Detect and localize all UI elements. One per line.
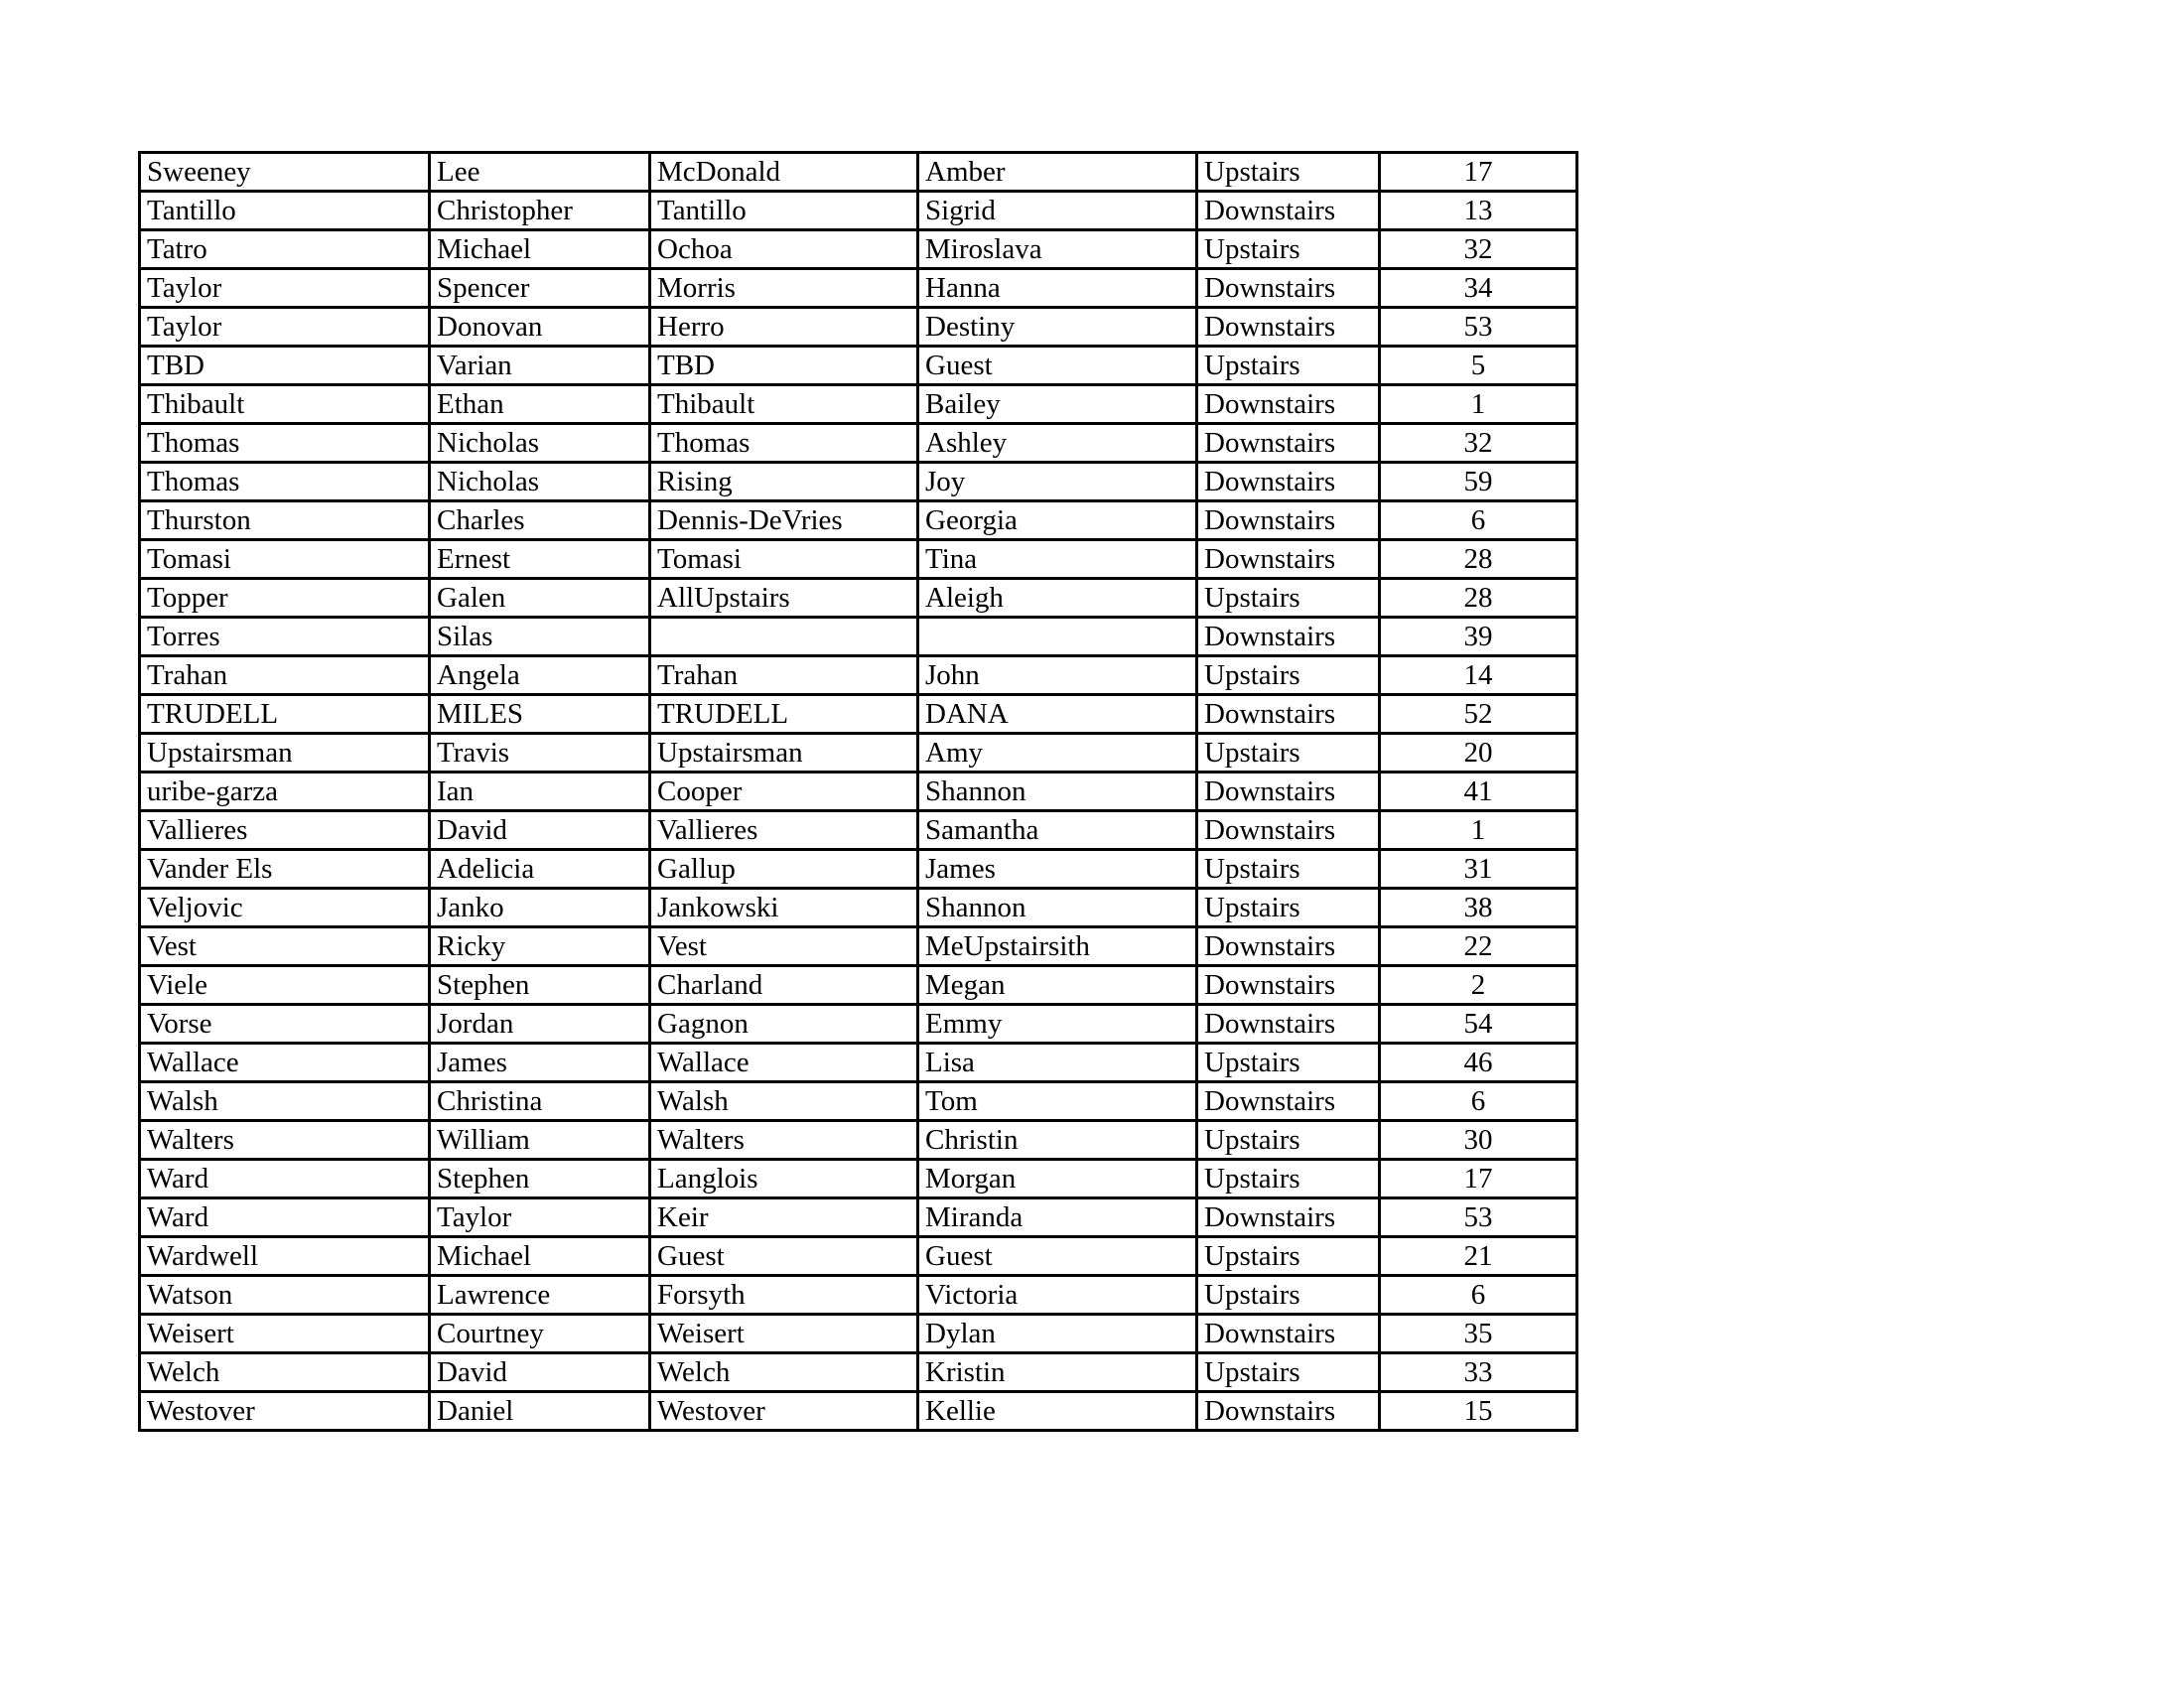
floor-cell: Downstairs: [1197, 966, 1380, 1005]
last-name-cell: Thurston: [140, 501, 430, 540]
floor-cell: Downstairs: [1197, 501, 1380, 540]
floor-cell: Downstairs: [1197, 192, 1380, 230]
guest-last-name-cell: Keir: [650, 1198, 918, 1237]
last-name-cell: Topper: [140, 579, 430, 618]
table-row: [140, 889, 1577, 927]
first-name-cell: Travis: [430, 734, 650, 773]
guest-last-name-cell: Wallace: [650, 1044, 918, 1082]
floor-cell: Downstairs: [1197, 811, 1380, 850]
guest-first-name-cell: Amber: [918, 153, 1197, 192]
last-name-cell: Westover: [140, 1392, 430, 1431]
table-number-cell: 17: [1380, 153, 1577, 192]
guest-first-name-cell: James: [918, 850, 1197, 889]
last-name-cell: Welch: [140, 1353, 430, 1392]
table-number-cell: 20: [1380, 734, 1577, 773]
table-row: [140, 463, 1577, 501]
table-row: [140, 695, 1577, 734]
floor-cell: Downstairs: [1197, 695, 1380, 734]
table-row: [140, 773, 1577, 811]
first-name-cell: Ian: [430, 773, 650, 811]
guest-first-name-cell: Sigrid: [918, 192, 1197, 230]
guest-first-name-cell: Samantha: [918, 811, 1197, 850]
floor-cell: Downstairs: [1197, 1082, 1380, 1121]
guest-last-name-cell: Gagnon: [650, 1005, 918, 1044]
table-number-cell: 22: [1380, 927, 1577, 966]
table-number-cell: 32: [1380, 230, 1577, 269]
last-name-cell: Vorse: [140, 1005, 430, 1044]
guest-first-name-cell: Shannon: [918, 773, 1197, 811]
last-name-cell: Thomas: [140, 424, 430, 463]
guest-first-name-cell: Dylan: [918, 1315, 1197, 1353]
table-row: [140, 927, 1577, 966]
guest-last-name-cell: Walsh: [650, 1082, 918, 1121]
guest-first-name-cell: Megan: [918, 966, 1197, 1005]
first-name-cell: William: [430, 1121, 650, 1160]
guest-last-name-cell: Weisert: [650, 1315, 918, 1353]
last-name-cell: Torres: [140, 618, 430, 656]
table-row: [140, 1198, 1577, 1237]
guest-last-name-cell: Dennis-DeVries: [650, 501, 918, 540]
guest-first-name-cell: Bailey: [918, 385, 1197, 424]
table-number-cell: 6: [1380, 501, 1577, 540]
floor-cell: Downstairs: [1197, 424, 1380, 463]
first-name-cell: Adelicia: [430, 850, 650, 889]
floor-cell: Downstairs: [1197, 1198, 1380, 1237]
table-number-cell: 1: [1380, 811, 1577, 850]
table-number-cell: 6: [1380, 1082, 1577, 1121]
last-name-cell: Upstairsman: [140, 734, 430, 773]
guest-last-name-cell: Vest: [650, 927, 918, 966]
guest-first-name-cell: Shannon: [918, 889, 1197, 927]
table-number-cell: 59: [1380, 463, 1577, 501]
guest-last-name-cell: Thomas: [650, 424, 918, 463]
table-number-cell: 41: [1380, 773, 1577, 811]
floor-cell: Downstairs: [1197, 927, 1380, 966]
guest-first-name-cell: Tom: [918, 1082, 1197, 1121]
last-name-cell: Trahan: [140, 656, 430, 695]
floor-cell: Downstairs: [1197, 540, 1380, 579]
table-number-cell: 28: [1380, 579, 1577, 618]
table-row: [140, 1044, 1577, 1082]
table-row: [140, 966, 1577, 1005]
floor-cell: Upstairs: [1197, 230, 1380, 269]
last-name-cell: Ward: [140, 1198, 430, 1237]
first-name-cell: Taylor: [430, 1198, 650, 1237]
table-number-cell: 33: [1380, 1353, 1577, 1392]
last-name-cell: Tatro: [140, 230, 430, 269]
first-name-cell: Daniel: [430, 1392, 650, 1431]
first-name-cell: Galen: [430, 579, 650, 618]
table-row: [140, 385, 1577, 424]
guest-first-name-cell: Hanna: [918, 269, 1197, 308]
table-number-cell: 28: [1380, 540, 1577, 579]
last-name-cell: Taylor: [140, 269, 430, 308]
guest-first-name-cell: Guest: [918, 347, 1197, 385]
table-number-cell: 35: [1380, 1315, 1577, 1353]
table-row: [140, 1160, 1577, 1198]
table-row: [140, 1392, 1577, 1431]
first-name-cell: Charles: [430, 501, 650, 540]
guest-first-name-cell: Kellie: [918, 1392, 1197, 1431]
guest-first-name-cell: Joy: [918, 463, 1197, 501]
table-number-cell: 5: [1380, 347, 1577, 385]
floor-cell: Upstairs: [1197, 1353, 1380, 1392]
table-number-cell: 39: [1380, 618, 1577, 656]
table-number-cell: 46: [1380, 1044, 1577, 1082]
table-number-cell: 53: [1380, 1198, 1577, 1237]
guest-first-name-cell: Georgia: [918, 501, 1197, 540]
floor-cell: Upstairs: [1197, 1160, 1380, 1198]
guest-last-name-cell: Morris: [650, 269, 918, 308]
table-number-cell: 32: [1380, 424, 1577, 463]
guest-first-name-cell: Kristin: [918, 1353, 1197, 1392]
last-name-cell: Thomas: [140, 463, 430, 501]
table-number-cell: 31: [1380, 850, 1577, 889]
table-row: [140, 1121, 1577, 1160]
last-name-cell: Thibault: [140, 385, 430, 424]
table-row: [140, 1237, 1577, 1276]
last-name-cell: Vallieres: [140, 811, 430, 850]
first-name-cell: Michael: [430, 230, 650, 269]
floor-cell: Upstairs: [1197, 579, 1380, 618]
floor-cell: Upstairs: [1197, 1276, 1380, 1315]
guest-first-name-cell: Miroslava: [918, 230, 1197, 269]
guest-last-name-cell: Welch: [650, 1353, 918, 1392]
guest-first-name-cell: Christin: [918, 1121, 1197, 1160]
floor-cell: Downstairs: [1197, 1392, 1380, 1431]
first-name-cell: David: [430, 1353, 650, 1392]
table-row: [140, 579, 1577, 618]
guest-last-name-cell: Ochoa: [650, 230, 918, 269]
last-name-cell: Wallace: [140, 1044, 430, 1082]
first-name-cell: Nicholas: [430, 463, 650, 501]
table-row: [140, 153, 1577, 192]
guest-first-name-cell: DANA: [918, 695, 1197, 734]
first-name-cell: Janko: [430, 889, 650, 927]
table-number-cell: 2: [1380, 966, 1577, 1005]
floor-cell: Upstairs: [1197, 1044, 1380, 1082]
guest-first-name-cell: John: [918, 656, 1197, 695]
last-name-cell: Veljovic: [140, 889, 430, 927]
floor-cell: Upstairs: [1197, 1121, 1380, 1160]
guest-first-name-cell: Morgan: [918, 1160, 1197, 1198]
guest-last-name-cell: Forsyth: [650, 1276, 918, 1315]
table-row: [140, 501, 1577, 540]
table-number-cell: 1: [1380, 385, 1577, 424]
table-number-cell: 6: [1380, 1276, 1577, 1315]
first-name-cell: James: [430, 1044, 650, 1082]
guest-first-name-cell: Ashley: [918, 424, 1197, 463]
floor-cell: Downstairs: [1197, 385, 1380, 424]
last-name-cell: Vander Els: [140, 850, 430, 889]
table-row: [140, 1315, 1577, 1353]
guest-first-name-cell: MeUpstairsith: [918, 927, 1197, 966]
first-name-cell: David: [430, 811, 650, 850]
guest-last-name-cell: Tomasi: [650, 540, 918, 579]
first-name-cell: Ernest: [430, 540, 650, 579]
floor-cell: Upstairs: [1197, 656, 1380, 695]
floor-cell: Downstairs: [1197, 618, 1380, 656]
guest-last-name-cell: AllUpstairs: [650, 579, 918, 618]
table-number-cell: 14: [1380, 656, 1577, 695]
table-number-cell: 30: [1380, 1121, 1577, 1160]
last-name-cell: Walters: [140, 1121, 430, 1160]
last-name-cell: TRUDELL: [140, 695, 430, 734]
guest-last-name-cell: Cooper: [650, 773, 918, 811]
guest-last-name-cell: TRUDELL: [650, 695, 918, 734]
first-name-cell: Lee: [430, 153, 650, 192]
floor-cell: Downstairs: [1197, 773, 1380, 811]
first-name-cell: Varian: [430, 347, 650, 385]
table-number-cell: 17: [1380, 1160, 1577, 1198]
table-row: [140, 1276, 1577, 1315]
guest-last-name-cell: Jankowski: [650, 889, 918, 927]
first-name-cell: Nicholas: [430, 424, 650, 463]
first-name-cell: Christina: [430, 1082, 650, 1121]
floor-cell: Upstairs: [1197, 153, 1380, 192]
guest-last-name-cell: Herro: [650, 308, 918, 347]
last-name-cell: uribe-garza: [140, 773, 430, 811]
guest-last-name-cell: Trahan: [650, 656, 918, 695]
first-name-cell: Angela: [430, 656, 650, 695]
last-name-cell: Tomasi: [140, 540, 430, 579]
guest-last-name-cell: Charland: [650, 966, 918, 1005]
guest-last-name-cell: Upstairsman: [650, 734, 918, 773]
guest-last-name-cell: Tantillo: [650, 192, 918, 230]
first-name-cell: Jordan: [430, 1005, 650, 1044]
table-number-cell: 38: [1380, 889, 1577, 927]
floor-cell: Upstairs: [1197, 850, 1380, 889]
floor-cell: Upstairs: [1197, 347, 1380, 385]
first-name-cell: Courtney: [430, 1315, 650, 1353]
table-number-cell: 13: [1380, 192, 1577, 230]
guest-first-name-cell: Guest: [918, 1237, 1197, 1276]
guest-last-name-cell: Vallieres: [650, 811, 918, 850]
table-row: [140, 1082, 1577, 1121]
table-row: [140, 1005, 1577, 1044]
seating-table-body: [140, 153, 1577, 1431]
floor-cell: Downstairs: [1197, 463, 1380, 501]
first-name-cell: Stephen: [430, 1160, 650, 1198]
table-number-cell: 53: [1380, 308, 1577, 347]
floor-cell: Downstairs: [1197, 1005, 1380, 1044]
guest-last-name-cell: Rising: [650, 463, 918, 501]
first-name-cell: Ricky: [430, 927, 650, 966]
table-number-cell: 34: [1380, 269, 1577, 308]
guest-last-name-cell: Walters: [650, 1121, 918, 1160]
guest-first-name-cell: Lisa: [918, 1044, 1197, 1082]
guest-first-name-cell: Miranda: [918, 1198, 1197, 1237]
floor-cell: Downstairs: [1197, 1315, 1380, 1353]
first-name-cell: Silas: [430, 618, 650, 656]
first-name-cell: Spencer: [430, 269, 650, 308]
table-number-cell: 21: [1380, 1237, 1577, 1276]
floor-cell: Upstairs: [1197, 1237, 1380, 1276]
last-name-cell: Watson: [140, 1276, 430, 1315]
first-name-cell: Michael: [430, 1237, 650, 1276]
floor-cell: Downstairs: [1197, 269, 1380, 308]
first-name-cell: Stephen: [430, 966, 650, 1005]
table-row: [140, 347, 1577, 385]
table-number-cell: 15: [1380, 1392, 1577, 1431]
table-row: [140, 1353, 1577, 1392]
last-name-cell: Walsh: [140, 1082, 430, 1121]
table-row: [140, 424, 1577, 463]
guest-first-name-cell: [918, 618, 1197, 656]
table-row: [140, 734, 1577, 773]
table-number-cell: 54: [1380, 1005, 1577, 1044]
guest-last-name-cell: Westover: [650, 1392, 918, 1431]
guest-first-name-cell: Emmy: [918, 1005, 1197, 1044]
floor-cell: Downstairs: [1197, 308, 1380, 347]
last-name-cell: Tantillo: [140, 192, 430, 230]
last-name-cell: TBD: [140, 347, 430, 385]
last-name-cell: Wardwell: [140, 1237, 430, 1276]
guest-first-name-cell: Aleigh: [918, 579, 1197, 618]
last-name-cell: Ward: [140, 1160, 430, 1198]
table-number-cell: 52: [1380, 695, 1577, 734]
table-row: [140, 269, 1577, 308]
last-name-cell: Weisert: [140, 1315, 430, 1353]
table-row: [140, 618, 1577, 656]
guest-first-name-cell: Destiny: [918, 308, 1197, 347]
guest-first-name-cell: Victoria: [918, 1276, 1197, 1315]
last-name-cell: Taylor: [140, 308, 430, 347]
floor-cell: Upstairs: [1197, 889, 1380, 927]
guest-first-name-cell: Amy: [918, 734, 1197, 773]
guest-first-name-cell: Tina: [918, 540, 1197, 579]
guest-last-name-cell: [650, 618, 918, 656]
table-row: [140, 230, 1577, 269]
guest-last-name-cell: Guest: [650, 1237, 918, 1276]
floor-cell: Upstairs: [1197, 734, 1380, 773]
table-row: [140, 656, 1577, 695]
first-name-cell: Ethan: [430, 385, 650, 424]
first-name-cell: Christopher: [430, 192, 650, 230]
last-name-cell: Vest: [140, 927, 430, 966]
table-row: [140, 192, 1577, 230]
table-row: [140, 850, 1577, 889]
last-name-cell: Sweeney: [140, 153, 430, 192]
guest-last-name-cell: Langlois: [650, 1160, 918, 1198]
first-name-cell: Donovan: [430, 308, 650, 347]
table-row: [140, 308, 1577, 347]
last-name-cell: Viele: [140, 966, 430, 1005]
table-row: [140, 811, 1577, 850]
seating-table: [138, 151, 1578, 1432]
table-row: [140, 540, 1577, 579]
guest-last-name-cell: McDonald: [650, 153, 918, 192]
guest-last-name-cell: Gallup: [650, 850, 918, 889]
guest-last-name-cell: Thibault: [650, 385, 918, 424]
first-name-cell: MILES: [430, 695, 650, 734]
guest-last-name-cell: TBD: [650, 347, 918, 385]
first-name-cell: Lawrence: [430, 1276, 650, 1315]
